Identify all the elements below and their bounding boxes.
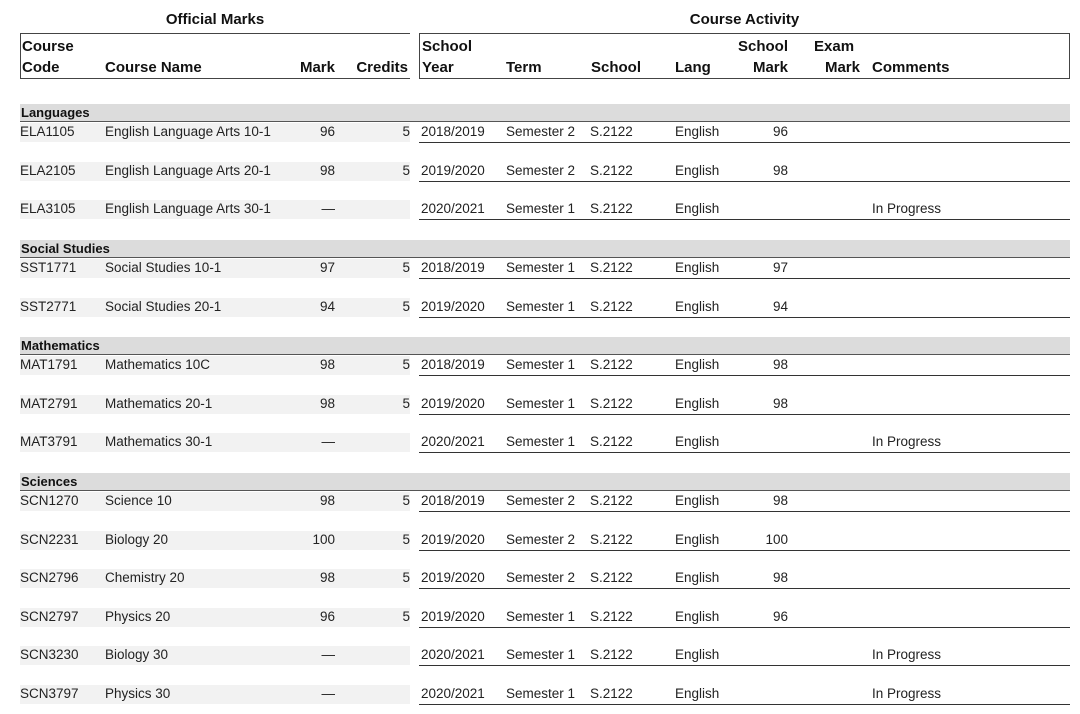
course-activity-title: Course Activity bbox=[689, 11, 800, 28]
col-comments: Comments bbox=[872, 59, 950, 76]
school-mark-cell: 96 bbox=[772, 608, 788, 624]
course-code-cell: ELA2105 bbox=[20, 162, 76, 178]
school-cell: S.2122 bbox=[590, 124, 633, 139]
comments-cell: In Progress bbox=[872, 434, 942, 450]
col-school-year-l1: School bbox=[422, 38, 473, 55]
comments-cell: In Progress bbox=[872, 201, 942, 217]
credits-cell: 5 bbox=[402, 162, 410, 178]
school-cell: S.2122 bbox=[590, 686, 633, 701]
school-year-cell: 2019/2020 bbox=[421, 531, 485, 547]
term-cell: Semester 1 bbox=[506, 201, 576, 217]
school-cell: S.2122 bbox=[590, 434, 633, 450]
term-cell: Semester 2 bbox=[506, 570, 576, 586]
category-header bbox=[20, 240, 1070, 258]
school-mark-cell: 97 bbox=[772, 260, 788, 275]
school-mark-cell: 98 bbox=[772, 162, 788, 178]
col-course-code-l1: Course bbox=[22, 38, 74, 55]
term-cell: Semester 1 bbox=[506, 357, 576, 372]
mark-cell: — bbox=[321, 686, 335, 701]
school-cell: S.2122 bbox=[590, 260, 633, 275]
mark-cell: 98 bbox=[319, 162, 335, 178]
school-mark-cell: 96 bbox=[772, 124, 788, 139]
course-name-cell: Social Studies 10-1 bbox=[105, 260, 222, 275]
school-cell: S.2122 bbox=[590, 493, 633, 508]
course-code-cell: MAT3791 bbox=[20, 434, 78, 450]
mark-cell: — bbox=[321, 434, 335, 450]
category-label: Social Studies bbox=[21, 241, 110, 256]
term-cell: Semester 1 bbox=[506, 608, 576, 624]
course-code-cell: ELA1105 bbox=[20, 124, 75, 139]
mark-cell: 96 bbox=[319, 124, 335, 139]
credits-cell: 5 bbox=[402, 395, 410, 411]
course-code-cell: SCN1270 bbox=[20, 493, 79, 508]
course-name-cell: Science 10 bbox=[105, 493, 172, 508]
school-cell: S.2122 bbox=[590, 201, 633, 217]
lang-cell: English bbox=[675, 260, 720, 275]
school-year-cell: 2018/2019 bbox=[421, 124, 485, 139]
credits-cell: 5 bbox=[402, 493, 410, 508]
course-name-cell: Mathematics 10C bbox=[105, 357, 211, 372]
term-cell: Semester 2 bbox=[506, 162, 576, 178]
table-row bbox=[0, 608, 1080, 627]
school-year-cell: 2019/2020 bbox=[421, 570, 485, 586]
table-row bbox=[0, 685, 1080, 704]
school-mark-cell: 98 bbox=[772, 570, 788, 586]
table-row bbox=[0, 298, 1080, 317]
school-mark-cell: 98 bbox=[772, 357, 788, 372]
col-exam-mark-l1: Exam bbox=[814, 38, 855, 55]
col-mark: Mark bbox=[299, 59, 335, 76]
col-course-name: Course Name bbox=[105, 59, 202, 76]
table-row bbox=[0, 395, 1080, 414]
table-row bbox=[0, 356, 1080, 375]
lang-cell: English bbox=[675, 434, 720, 450]
comments-cell: In Progress bbox=[872, 647, 942, 663]
school-year-cell: 2020/2021 bbox=[421, 201, 485, 217]
school-cell: S.2122 bbox=[590, 608, 633, 624]
school-cell: S.2122 bbox=[590, 357, 633, 372]
credits-cell: 5 bbox=[402, 357, 410, 372]
table-row bbox=[0, 259, 1080, 278]
category-header bbox=[20, 473, 1070, 491]
school-year-cell: 2020/2021 bbox=[421, 647, 485, 663]
col-term: Term bbox=[506, 59, 542, 76]
course-name-cell: English Language Arts 20-1 bbox=[105, 162, 271, 178]
term-cell: Semester 1 bbox=[506, 686, 576, 701]
course-name-cell: Chemistry 20 bbox=[105, 570, 185, 586]
course-code-cell: SCN3230 bbox=[20, 647, 79, 663]
category-header bbox=[20, 104, 1070, 122]
school-mark-cell: 98 bbox=[772, 395, 788, 411]
lang-cell: English bbox=[675, 395, 720, 411]
term-cell: Semester 2 bbox=[506, 124, 576, 139]
school-mark-cell: 94 bbox=[772, 298, 788, 314]
row-underline bbox=[419, 665, 1070, 666]
course-code-cell: SST2771 bbox=[20, 298, 77, 314]
comments-cell: In Progress bbox=[872, 686, 942, 701]
mark-cell: 98 bbox=[319, 570, 335, 586]
term-cell: Semester 1 bbox=[506, 434, 576, 450]
lang-cell: English bbox=[675, 686, 720, 701]
course-name-cell: Physics 30 bbox=[105, 686, 171, 701]
col-school-mark-l2: Mark bbox=[752, 59, 788, 76]
lang-cell: English bbox=[675, 608, 720, 624]
school-year-cell: 2018/2019 bbox=[421, 260, 485, 275]
table-row bbox=[0, 569, 1080, 588]
school-cell: S.2122 bbox=[590, 647, 633, 663]
course-name-cell: Physics 20 bbox=[105, 608, 171, 624]
course-code-cell: MAT1791 bbox=[20, 357, 78, 372]
school-year-cell: 2018/2019 bbox=[421, 493, 485, 508]
term-cell: Semester 1 bbox=[506, 260, 576, 275]
mark-cell: 94 bbox=[319, 298, 335, 314]
school-cell: S.2122 bbox=[590, 570, 633, 586]
lang-cell: English bbox=[675, 647, 720, 663]
row-underline bbox=[419, 627, 1070, 628]
course-name-cell: Mathematics 20-1 bbox=[105, 395, 213, 411]
row-shading bbox=[20, 433, 410, 452]
course-name-cell: Biology 30 bbox=[105, 647, 169, 663]
course-name-cell: Mathematics 30-1 bbox=[105, 434, 213, 450]
lang-cell: English bbox=[675, 531, 720, 547]
credits-cell: 5 bbox=[402, 531, 410, 547]
col-credits: Credits bbox=[356, 59, 408, 76]
term-cell: Semester 1 bbox=[506, 647, 576, 663]
course-code-cell: ELA3105 bbox=[20, 201, 76, 217]
row-underline bbox=[419, 181, 1070, 182]
school-year-cell: 2018/2019 bbox=[421, 357, 485, 372]
course-name-cell: English Language Arts 30-1 bbox=[105, 201, 271, 217]
col-school-year-l2: Year bbox=[422, 59, 454, 76]
term-cell: Semester 2 bbox=[506, 493, 576, 508]
col-lang: Lang bbox=[675, 59, 711, 76]
course-name-cell: English Language Arts 10-1 bbox=[105, 124, 271, 139]
col-exam-mark-l2: Mark bbox=[824, 59, 860, 76]
lang-cell: English bbox=[675, 493, 720, 508]
school-mark-cell: 98 bbox=[772, 493, 788, 508]
credits-cell: 5 bbox=[402, 570, 410, 586]
table-row bbox=[0, 492, 1080, 511]
mark-cell: 97 bbox=[319, 260, 335, 275]
term-cell: Semester 1 bbox=[506, 395, 576, 411]
course-name-cell: Social Studies 20-1 bbox=[105, 298, 222, 314]
mark-cell: — bbox=[321, 201, 335, 217]
mark-cell: 98 bbox=[319, 493, 335, 508]
lang-cell: English bbox=[675, 357, 720, 372]
mark-cell: 98 bbox=[319, 395, 335, 411]
school-year-cell: 2020/2021 bbox=[421, 434, 485, 450]
school-cell: S.2122 bbox=[590, 531, 633, 547]
credits-cell: 5 bbox=[402, 298, 410, 314]
course-code-cell: SCN2796 bbox=[20, 570, 79, 586]
table-row bbox=[0, 200, 1080, 219]
course-code-cell: MAT2791 bbox=[20, 395, 78, 411]
table-row bbox=[0, 433, 1080, 452]
row-underline bbox=[419, 278, 1070, 279]
course-name-cell: Biology 20 bbox=[105, 531, 169, 547]
table-row bbox=[0, 162, 1080, 181]
official-marks-title: Official Marks bbox=[165, 11, 265, 28]
category-label: Mathematics bbox=[21, 338, 100, 353]
row-underline bbox=[419, 375, 1070, 376]
row-underline bbox=[419, 452, 1070, 453]
mark-cell: — bbox=[321, 647, 335, 663]
course-code-cell: SCN2797 bbox=[20, 608, 79, 624]
table-row bbox=[0, 531, 1080, 550]
table-row bbox=[0, 646, 1080, 665]
mark-cell: 100 bbox=[312, 531, 335, 547]
school-cell: S.2122 bbox=[590, 162, 633, 178]
category-label: Sciences bbox=[21, 474, 78, 489]
course-code-cell: SCN2231 bbox=[20, 531, 79, 547]
row-underline bbox=[419, 588, 1070, 589]
term-cell: Semester 1 bbox=[506, 298, 576, 314]
school-mark-cell: 100 bbox=[765, 531, 788, 547]
credits-cell: 5 bbox=[402, 260, 410, 275]
row-underline bbox=[419, 317, 1070, 318]
row-underline bbox=[419, 704, 1070, 705]
lang-cell: English bbox=[675, 298, 720, 314]
row-underline bbox=[419, 142, 1070, 143]
row-underline bbox=[419, 414, 1070, 415]
table-row bbox=[0, 123, 1080, 142]
lang-cell: English bbox=[675, 570, 720, 586]
school-cell: S.2122 bbox=[590, 298, 633, 314]
lang-cell: English bbox=[675, 201, 720, 217]
row-underline bbox=[419, 219, 1070, 220]
credits-cell: 5 bbox=[402, 124, 410, 139]
row-underline bbox=[419, 511, 1070, 512]
mark-cell: 96 bbox=[319, 608, 335, 624]
col-school: School bbox=[591, 59, 642, 76]
row-underline bbox=[419, 550, 1070, 551]
lang-cell: English bbox=[675, 162, 720, 178]
school-year-cell: 2019/2020 bbox=[421, 162, 485, 178]
category-header bbox=[20, 337, 1070, 355]
course-code-cell: SST1771 bbox=[20, 260, 77, 275]
school-cell: S.2122 bbox=[590, 395, 633, 411]
school-year-cell: 2019/2020 bbox=[421, 395, 485, 411]
term-cell: Semester 2 bbox=[506, 531, 576, 547]
mark-cell: 98 bbox=[319, 357, 335, 372]
course-code-cell: SCN3797 bbox=[20, 686, 79, 701]
school-year-cell: 2019/2020 bbox=[421, 608, 485, 624]
col-school-mark-l1: School bbox=[737, 38, 788, 55]
col-course-code-l2: Code bbox=[22, 59, 60, 76]
school-year-cell: 2019/2020 bbox=[421, 298, 485, 314]
credits-cell: 5 bbox=[402, 608, 410, 624]
lang-cell: English bbox=[675, 124, 720, 139]
school-year-cell: 2020/2021 bbox=[421, 686, 485, 701]
category-label: Languages bbox=[21, 105, 90, 120]
